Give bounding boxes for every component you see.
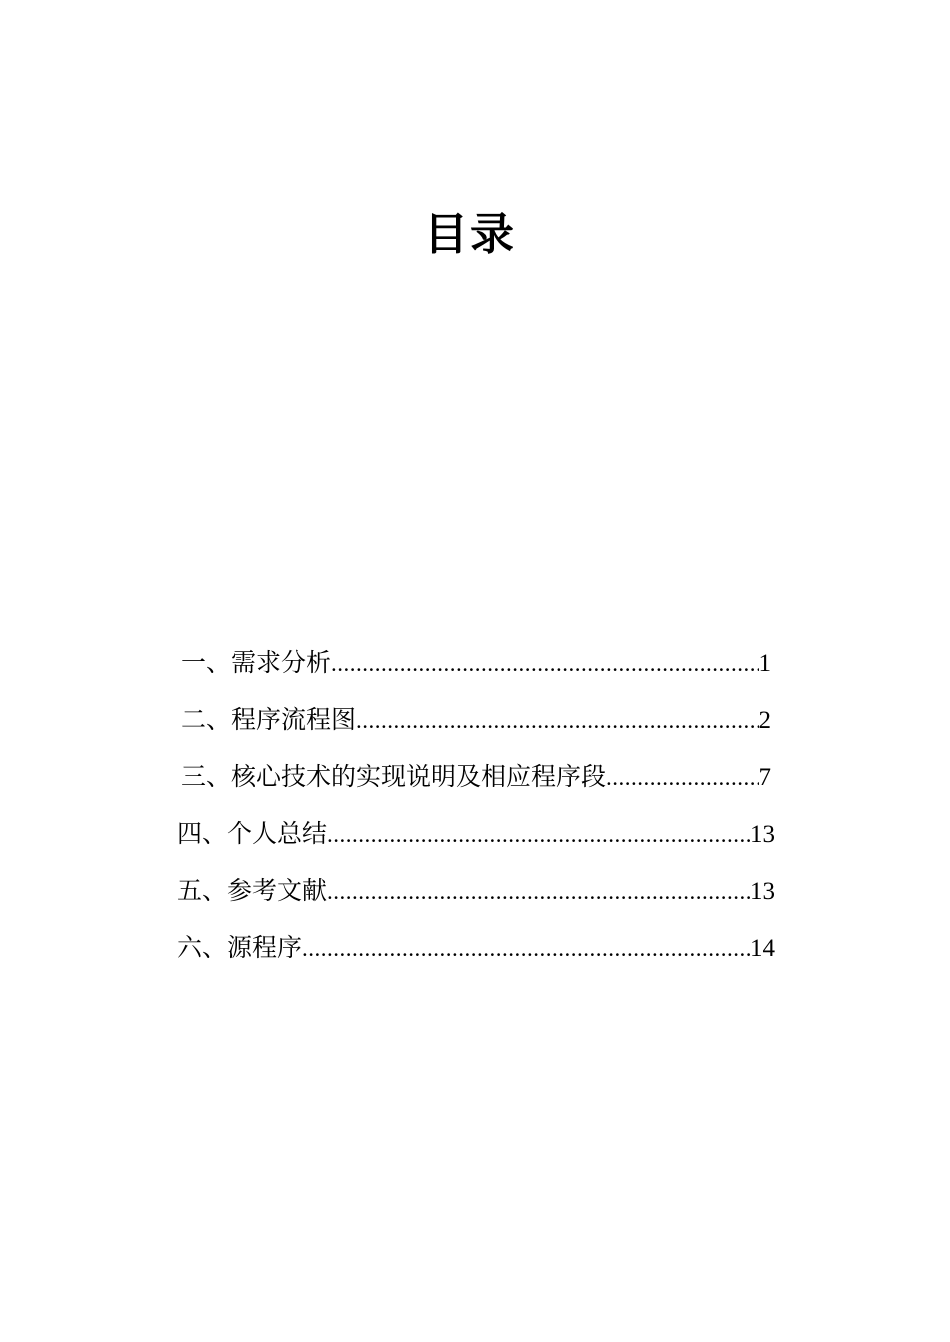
dot-leader <box>327 815 750 855</box>
toc-entry-label: 六、源程序 <box>177 935 303 962</box>
toc-entry[interactable] <box>177 815 775 855</box>
toc-entry[interactable] <box>177 929 775 969</box>
toc-entry-page-number: 13 <box>750 821 775 848</box>
dot-leader <box>327 872 750 912</box>
dot-leader <box>356 701 758 741</box>
toc-entry[interactable] <box>181 701 771 741</box>
toc-entry[interactable] <box>181 644 771 684</box>
toc-entry[interactable] <box>177 872 775 912</box>
toc-entry-label: 二、程序流程图 <box>181 707 357 734</box>
toc-title: 目录 <box>424 210 516 259</box>
dot-leader <box>331 644 758 684</box>
toc-entry-page-number: 13 <box>750 878 775 905</box>
toc-entry-label: 四、个人总结 <box>177 821 328 848</box>
toc-entry-label: 五、参考文献 <box>177 878 328 905</box>
toc-entry-label: 一、需求分析 <box>181 650 332 677</box>
toc-entry-page-number: 7 <box>758 764 771 791</box>
dot-leader <box>302 929 750 969</box>
toc-entry-label: 三、核心技术的实现说明及相应程序段 <box>181 764 607 791</box>
toc-entry-page-number: 14 <box>750 935 775 962</box>
toc-entry[interactable] <box>181 758 771 798</box>
toc-entry-page-number: 1 <box>758 650 771 677</box>
toc-entry-page-number: 2 <box>758 707 771 734</box>
dot-leader <box>606 758 758 798</box>
